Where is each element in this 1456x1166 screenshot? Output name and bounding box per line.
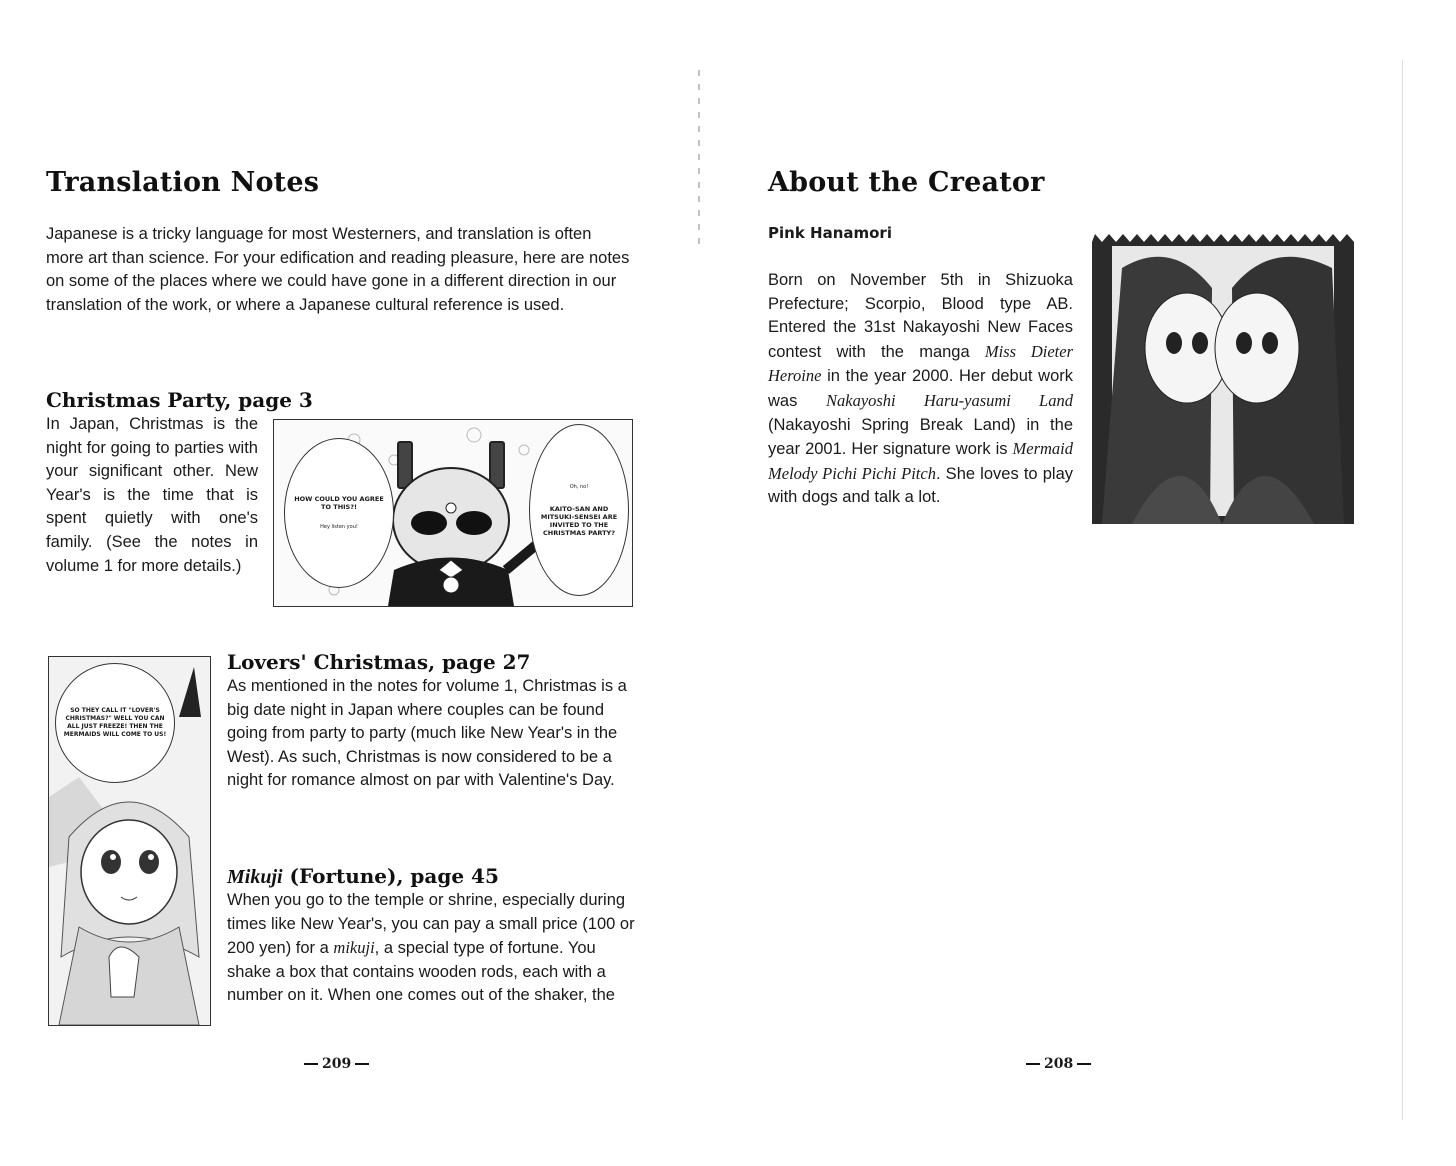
note-body-lovers-christmas: As mentioned in the notes for volume 1, Christmas is a big date night in Japan where couples can be found going from party to party (much like New Year's in the West). As such, Christmas is now considered to be a night for romance almost on par with Valentine's Day. bbox=[227, 677, 627, 790]
creator-portrait bbox=[1092, 228, 1354, 524]
page-gutter bbox=[698, 70, 700, 250]
page-number-right: 208 bbox=[1022, 1056, 1095, 1072]
note-body-mikuji-part-1: When you go to the temple or shrine, especially during times like New Year's, you can pay a small price (100 or 200 yen) for a bbox=[227, 891, 635, 958]
note-body-christmas-party: In Japan, Christmas is the night for going to parties with your significant other. New Year's is the time that is spent quietly with one's family. (See the notes in volume 1 for more details.) bbox=[46, 415, 258, 575]
note-body-mikuji-italic: mikuji bbox=[333, 938, 375, 958]
manga-panel-lovers-christmas bbox=[48, 656, 211, 1026]
speech-bubble-right bbox=[529, 424, 629, 596]
note-heading-mikuji-italic: Mikuji bbox=[227, 866, 283, 888]
intro-paragraph: Japanese is a tricky language for most Westerners, and translation is often more art than science. For your edification and reading pleasure, here are notes on some of the places where we could have gone in a different direction in our translation of the work, or where a Japanese cultural reference is used. bbox=[46, 225, 630, 314]
creator-illustration bbox=[1092, 228, 1354, 524]
speech-text: SO THEY CALL IT "LOVER'S CHRISTMAS?" WELL YOU CAN ALL JUST FREEZE! THEN THE MERMAIDS WILL COME TO US! bbox=[63, 707, 167, 738]
bio-text: in the year 2000. Her debut work was bbox=[768, 367, 1073, 410]
translation-notes-title: Translation Notes bbox=[46, 167, 320, 198]
note-heading-mikuji bbox=[227, 864, 499, 889]
speech-text-left-small: Hey listen you! bbox=[320, 524, 358, 530]
about-creator-title: About the Creator bbox=[768, 167, 1045, 198]
bio-text: Born on November 5th in Shizuoka Prefecture; Scorpio, Blood type AB. Entered the 31st Nakayoshi New Faces contest with the manga bbox=[768, 271, 1073, 361]
page-edge bbox=[1402, 60, 1403, 1120]
speech-bubble bbox=[55, 663, 175, 783]
speech-text-right: KAITO-SAN AND MITSUKI-SENSEI ARE INVITED TO THE CHRISTMAS PARTY? bbox=[540, 505, 618, 537]
creator-name: Pink Hanamori bbox=[768, 224, 892, 242]
note-heading-mikuji-rest: (Fortune), page 45 bbox=[282, 864, 499, 888]
note-body-mikuji-part-2: , a special type of fortune. You shake a box that contains wooden rods, each with a number on it. When one comes out of the shaker, the bbox=[227, 939, 615, 1005]
speech-text-right-small: Oh, no! bbox=[569, 484, 589, 490]
note-heading-christmas-party: Christmas Party, page 3 bbox=[46, 388, 313, 412]
speech-text-left: HOW COULD YOU AGREE TO THIS?! bbox=[294, 495, 384, 511]
speech-bubble-left bbox=[284, 438, 394, 588]
bio-title-italic: Miss Dieter Heroine bbox=[768, 341, 1073, 386]
bio-text: (Nakayoshi Spring Break Land) in the year 2001. Her signature work is bbox=[768, 415, 1073, 459]
note-heading-lovers-christmas: Lovers' Christmas, page 27 bbox=[227, 650, 531, 674]
bio-title-italic: Nakayoshi Haru-yasumi Land bbox=[825, 390, 1073, 410]
page-number-left: 209 bbox=[300, 1056, 373, 1072]
creator-bio bbox=[768, 269, 1073, 510]
manga-panel-christmas-party bbox=[273, 419, 633, 607]
bio-text: . She loves to play with dogs and talk a lot. bbox=[768, 464, 1073, 507]
bio-title-italic: Mermaid Melody Pichi Pichi Pitch bbox=[768, 439, 1073, 483]
note-body-mikuji bbox=[227, 889, 635, 1008]
